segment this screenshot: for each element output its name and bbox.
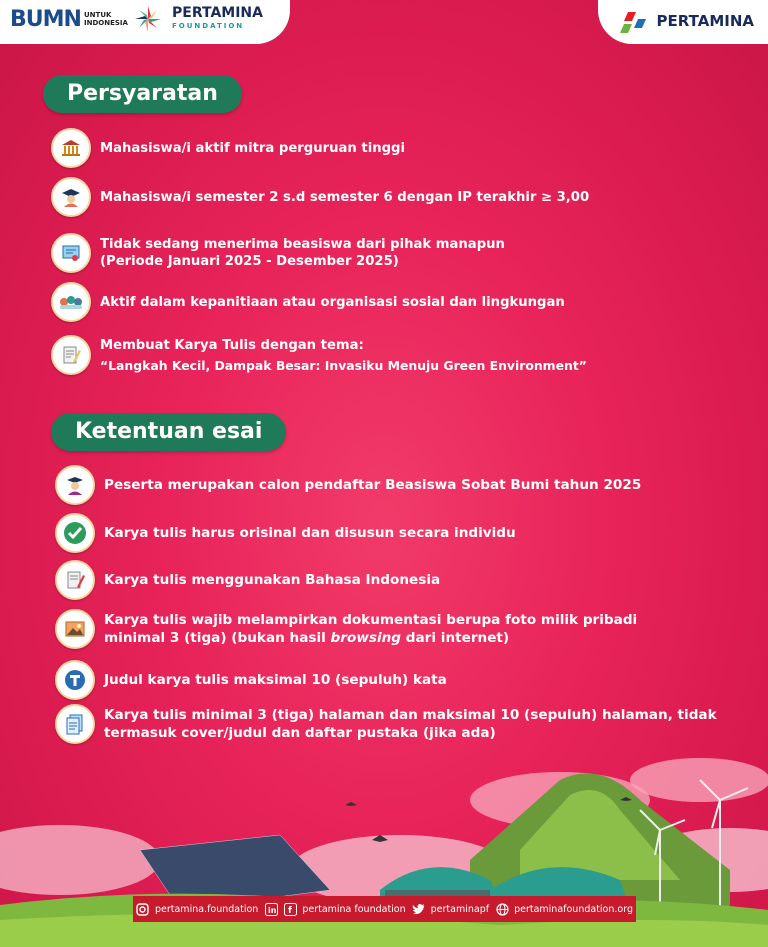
requirement-item: Mahasiswa/i aktif mitra perguruan tinggi	[51, 128, 405, 168]
essay-rules-title: Ketentuan esai	[51, 413, 286, 451]
document-pen-icon	[51, 335, 91, 375]
instagram-icon	[136, 902, 150, 916]
footer-social-bar	[133, 896, 636, 922]
globe-icon	[495, 902, 509, 916]
svg-text:in: in	[267, 905, 277, 915]
pertamina-foundation-logo-icon	[133, 4, 163, 34]
student-icon	[55, 465, 95, 505]
header-left-logos	[0, 0, 290, 44]
bumn-tagline: UNTUK INDONESIA	[84, 11, 128, 27]
requirement-item: Membuat Karya Tulis dengan tema: “Langkah Kecil, Dampak Besar: Invasiku Menuju Green Environment”	[51, 335, 587, 375]
pertamina-name: PERTAMINA	[656, 12, 754, 30]
requirement-item: Aktif dalam kepanitiaan atau organisasi sosial dan lingkungan	[51, 282, 565, 322]
people-icon	[51, 282, 91, 322]
foundation-name: PERTAMINA	[172, 5, 263, 21]
pertamina-logo-icon	[618, 10, 648, 36]
pages-icon	[55, 704, 95, 744]
graduate-icon	[51, 177, 91, 217]
linkedin-icon	[264, 902, 278, 916]
footer-twitter[interactable]: pertaminapf	[412, 902, 489, 916]
requirement-item: Mahasiswa/i semester 2 s.d semester 6 dengan IP terakhir ≥ 3,00	[51, 177, 589, 217]
footer-instagram[interactable]: pertamina.foundation	[136, 902, 258, 916]
checkmark-icon	[55, 513, 95, 553]
header-right-logo	[598, 0, 768, 44]
footer-website[interactable]: pertaminafoundation.org	[495, 902, 633, 916]
essay-rule-item: Peserta merupakan calon pendaftar Beasiswa Sobat Bumi tahun 2025	[55, 465, 641, 505]
twitter-icon	[412, 902, 426, 916]
essay-rule-item: Karya tulis wajib melampirkan dokumentasi berupa foto milik pribadi minimal 3 (tiga) (bukan hasil browsing dari internet)	[55, 609, 637, 649]
certificate-icon	[51, 233, 91, 273]
essay-rule-item: Karya tulis menggunakan Bahasa Indonesia	[55, 560, 440, 600]
requirement-item: Tidak sedang menerima beasiswa dari pihak manapun (Periode Januari 2025 - Desember 2025)	[51, 233, 505, 273]
document-pen-icon	[55, 560, 95, 600]
svg-text:f: f	[287, 905, 292, 916]
photo-icon	[55, 609, 95, 649]
facebook-icon	[283, 902, 297, 916]
bumn-logo: BUMN	[10, 7, 81, 32]
essay-rule-item: Karya tulis minimal 3 (tiga) halaman dan maksimal 10 (sepuluh) halaman, tidak termasuk cover/judul dan daftar pustaka (jika ada)	[55, 704, 717, 744]
requirements-title: Persyaratan	[43, 75, 242, 113]
footer-linkedin-facebook[interactable]: in f pertamina foundation	[264, 902, 405, 916]
university-icon	[51, 128, 91, 168]
essay-rule-item: Judul karya tulis maksimal 10 (sepuluh) kata	[55, 660, 447, 700]
foundation-subtitle: FOUNDATION	[172, 22, 245, 30]
text-tool-icon	[55, 660, 95, 700]
essay-rule-item: Karya tulis harus orisinal dan disusun secara individu	[55, 513, 516, 553]
